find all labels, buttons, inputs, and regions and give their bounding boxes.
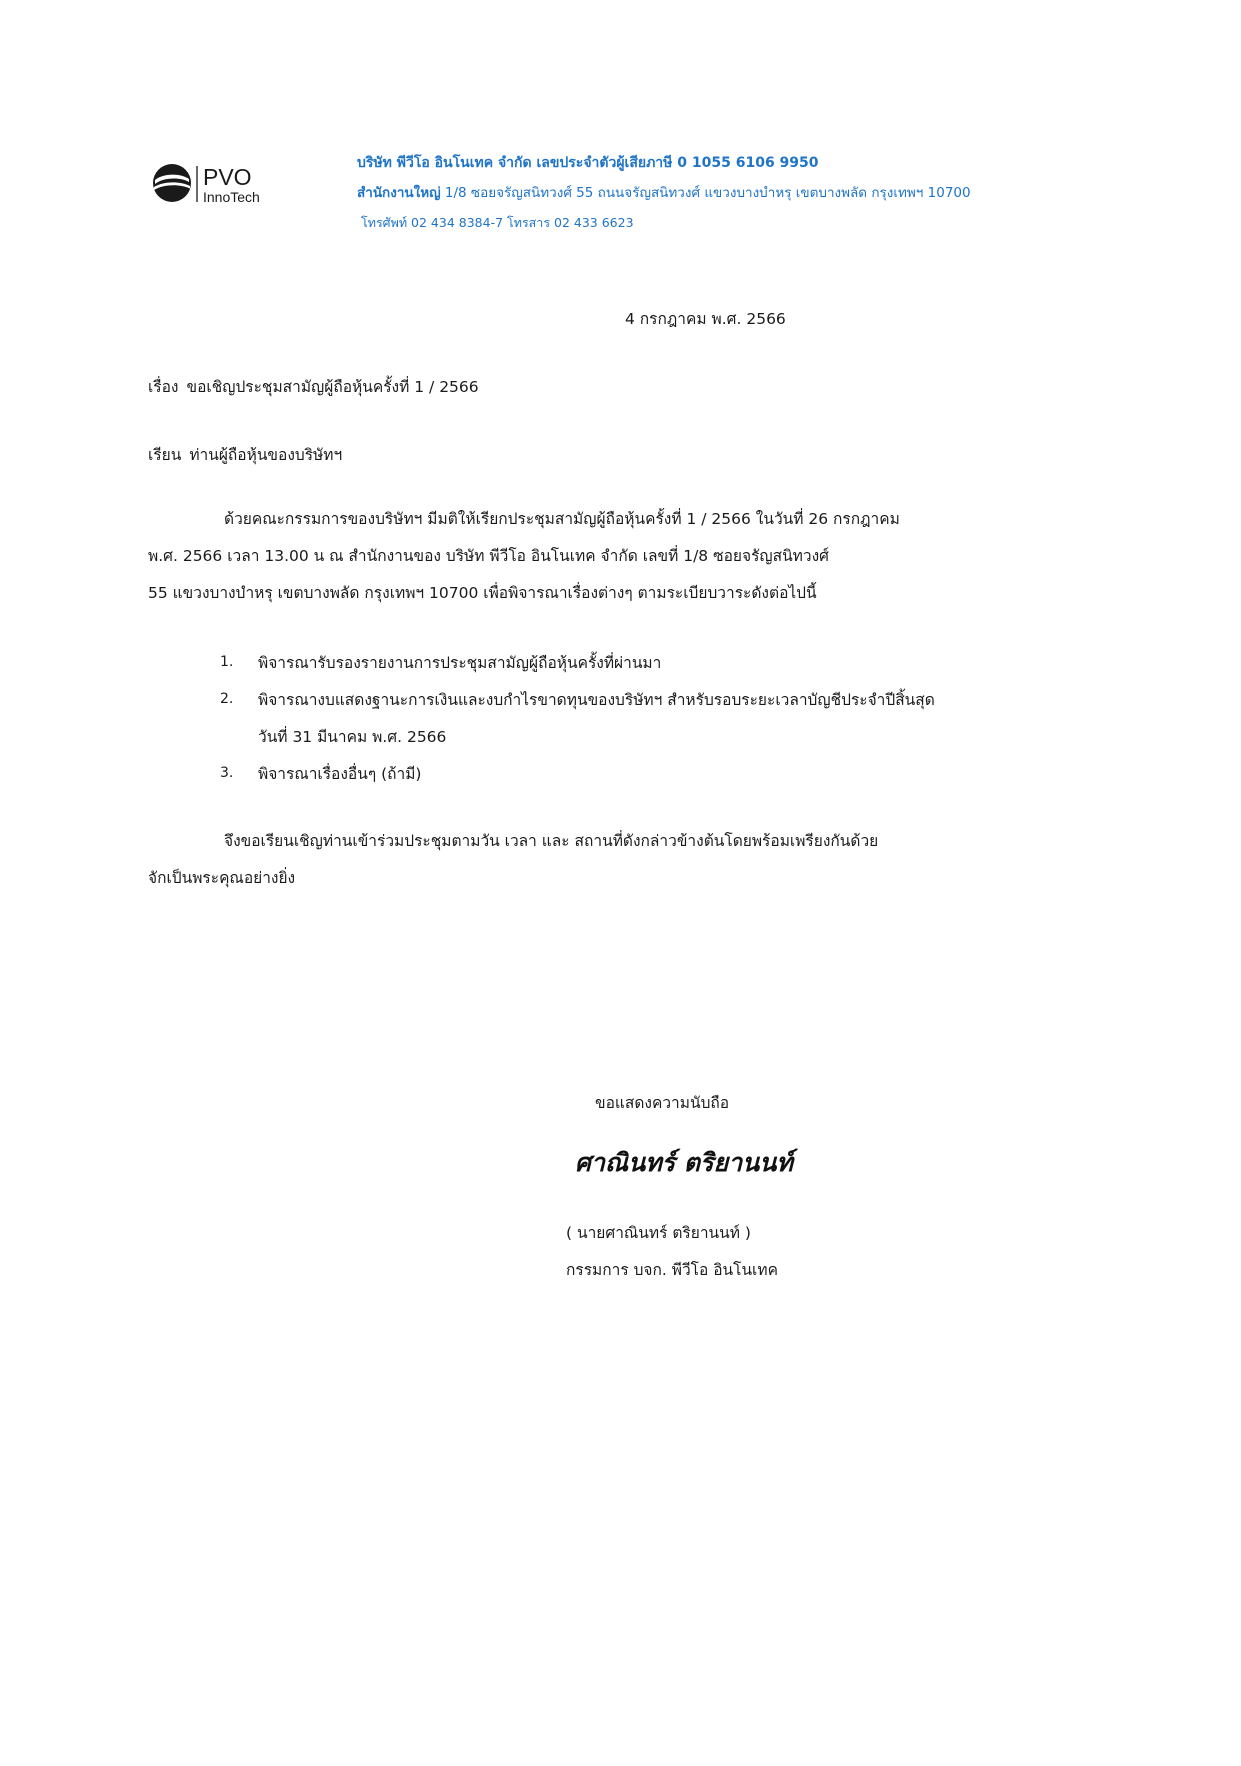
subject-text: ขอเชิญประชุมสามัญผู้ถือหุ้นครั้งที่ 1 / 2566 bbox=[186, 378, 479, 396]
company-logo bbox=[151, 160, 286, 210]
agenda-item-text: พิจารณางบแสดงฐานะการเงินและงบกำไรขาดทุนของบริษัทฯ สำหรับรอบระยะเวลาบัญชีประจำปีสิ้นสุด bbox=[258, 691, 935, 709]
head-office-address-line bbox=[357, 183, 971, 203]
agenda-item bbox=[220, 652, 1100, 674]
pvo-globe-logo-icon bbox=[151, 160, 286, 210]
subject-line bbox=[148, 376, 479, 398]
head-office-label: สำนักงานใหญ่ bbox=[357, 185, 441, 201]
agenda-item-number: 1. bbox=[220, 654, 234, 670]
logo-text-innotech: InnoTech bbox=[203, 189, 260, 205]
closing-paragraph bbox=[148, 830, 1088, 904]
signer-title: กรรมการ บจก. พีวีโอ อินโนเทค bbox=[566, 1261, 778, 1279]
agenda-item bbox=[220, 763, 1100, 785]
subject-label: เรื่อง bbox=[148, 378, 179, 396]
letterhead bbox=[357, 153, 971, 233]
recipient-text: ท่านผู้ถือหุ้นของบริษัทฯ bbox=[189, 446, 343, 464]
agenda-item-text-continued: วันที่ 31 มีนาคม พ.ศ. 2566 bbox=[258, 728, 447, 746]
closing-line-1: จึงขอเรียนเชิญท่านเข้าร่วมประชุมตามวัน เวลา และ สถานที่ดังกล่าวข้างต้นโดยพร้อมเพรียงกันด้วย bbox=[224, 832, 879, 850]
agenda-item-number: 2. bbox=[220, 691, 234, 707]
head-office-address: 1/8 ซอยจรัญสนิทวงศ์ 55 ถนนจรัญสนิทวงศ์ แขวงบางบำหรุ เขตบางพลัด กรุงเทพฯ 10700 bbox=[440, 185, 971, 201]
body-line-3: 55 แขวงบางบำหรุ เขตบางพลัด กรุงเทพฯ 10700 เพื่อพิจารณาเรื่องต่างๆ ตามระเบียบวาระดังต่อไปนี้ bbox=[148, 584, 817, 602]
closing-line-2: จักเป็นพระคุณอย่างยิ่ง bbox=[148, 869, 296, 887]
letter-date: 4 กรกฎาคม พ.ศ. 2566 bbox=[625, 310, 786, 328]
agenda-item bbox=[220, 689, 1100, 748]
company-name-line: บริษัท พีวีโอ อินโนเทค จำกัด เลขประจำตัวผู้เสียภาษี 0 1055 6106 9950 bbox=[357, 155, 819, 171]
body-line-1: ด้วยคณะกรรมการของบริษัทฯ มีมติให้เรียกประชุมสามัญผู้ถือหุ้นครั้งที่ 1 / 2566 ในวันที่ 26 กรกฎาคม bbox=[224, 510, 900, 528]
logo-text-pvo: PVO bbox=[203, 164, 252, 190]
signature: ศาณินทร์ ตริยานนท์ bbox=[575, 1148, 793, 1177]
signoff: ขอแสดงความนับถือ bbox=[595, 1094, 730, 1112]
contact-line: โทรศัพท์ 02 434 8384-7 โทรสาร 02 433 6623 bbox=[361, 215, 634, 230]
recipient-label: เรียน bbox=[148, 446, 182, 464]
body-paragraph bbox=[148, 508, 1088, 619]
signer-name: ( นายศาณินทร์ ตริยานนท์ ) bbox=[566, 1224, 751, 1242]
agenda-item-text: พิจารณารับรองรายงานการประชุมสามัญผู้ถือหุ้นครั้งที่ผ่านมา bbox=[258, 654, 662, 672]
recipient-line bbox=[148, 444, 342, 466]
agenda-list bbox=[220, 652, 1100, 785]
body-line-2: พ.ศ. 2566 เวลา 13.00 น ณ สำนักงานของ บริษัท พีวีโอ อินโนเทค จำกัด เลขที่ 1/8 ซอยจรัญสนิทวงศ์ bbox=[148, 547, 830, 565]
agenda-item-number: 3. bbox=[220, 765, 234, 781]
agenda-item-text: พิจารณาเรื่องอื่นๆ (ถ้ามี) bbox=[258, 765, 422, 783]
